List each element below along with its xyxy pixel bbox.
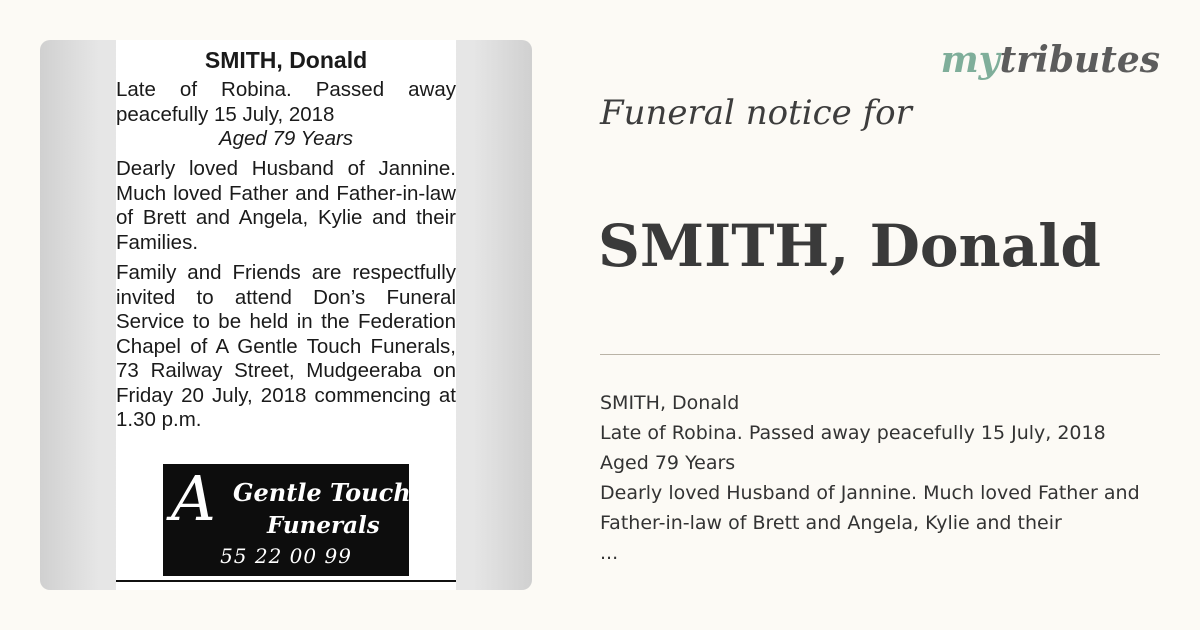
notice-bottom-rule — [116, 580, 456, 582]
summary-line: Late of Robina. Passed away peacefully 15 July, 2018 — [600, 422, 1106, 444]
summary-line: Father-in-law of Brett and Angela, Kylie and their — [600, 512, 1062, 534]
notice-image-card — [40, 40, 532, 590]
mytributes-logo[interactable] — [941, 38, 1160, 82]
notice-paper — [116, 40, 456, 590]
logo-line-2: Funerals — [267, 512, 380, 539]
notice-aged: Aged 79 Years — [218, 127, 354, 150]
brand-part-tributes: tributes — [999, 39, 1160, 81]
summary-line: Aged 79 Years — [600, 452, 736, 474]
notice-paragraph-1: Late of Robina. Passed away peacefully 15 July, 2018 — [116, 78, 456, 126]
notice-heading: SMITH, Donald — [204, 47, 368, 73]
summary-ellipsis: ... — [600, 542, 619, 564]
logo-line-1: Gentle Touch — [233, 478, 411, 507]
page-title: SMITH, Donald — [598, 212, 1101, 280]
logo-phone: 55 22 00 99 — [220, 544, 352, 568]
notice-paragraph-2: Dearly loved Husband of Jannine. Much loved Father and Father-in-law of Brett and Angela, Kylie and their Families. — [116, 157, 456, 254]
divider — [600, 354, 1160, 355]
summary-line: Dearly loved Husband of Jannine. Much loved Father and — [600, 482, 1140, 504]
page-subtitle: Funeral notice for — [600, 93, 912, 133]
notice-summary — [600, 388, 1190, 568]
notice-paragraph-3: Family and Friends are respectfully invited to attend Don’s Funeral Service to be held in the Federation Chapel of A Gentle Touch Funerals, 73 Railway Street, Mudgeeraba on Friday 20 July, 2018 commencing at 1.30 p.m. — [116, 261, 456, 431]
logo-initial: A — [171, 462, 216, 535]
funeral-home-logo — [163, 464, 409, 576]
summary-line: SMITH, Donald — [600, 392, 740, 414]
brand-part-my: my — [940, 39, 1000, 81]
